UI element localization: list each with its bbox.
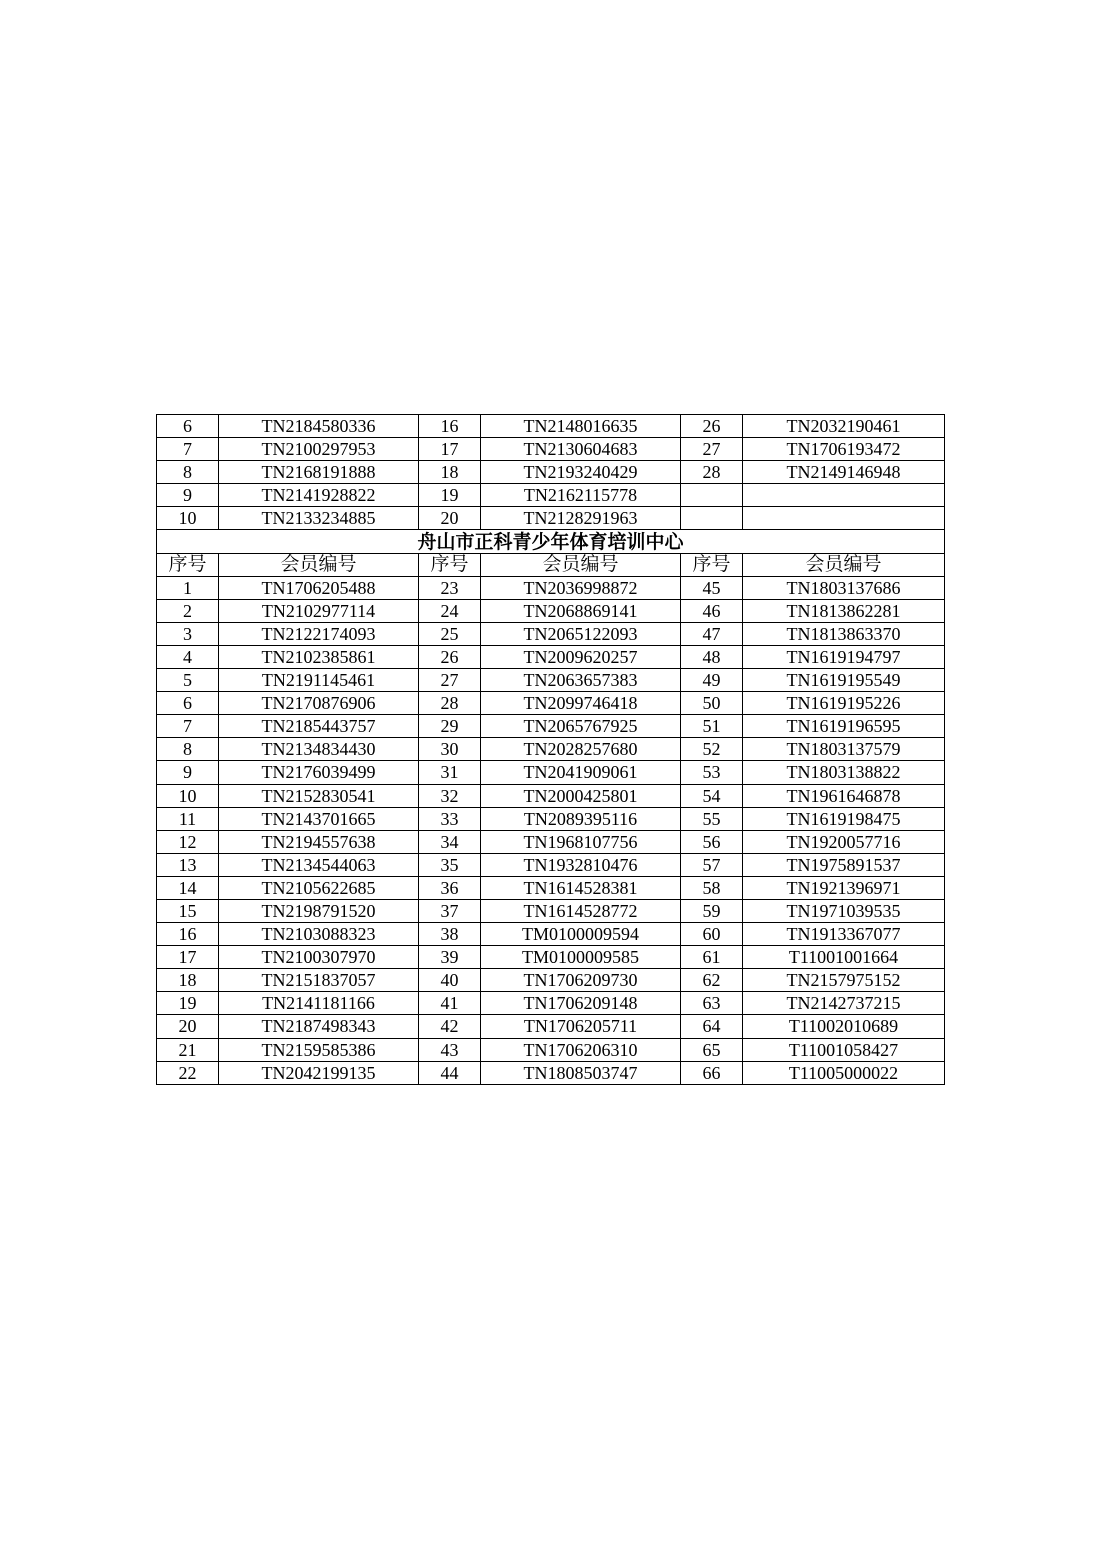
cell-serial-no: 6 <box>157 692 219 715</box>
cell-member-id: TN2130604683 <box>481 438 681 461</box>
cell-member-id: TN1706193472 <box>743 438 945 461</box>
cell-member-id: TN2141928822 <box>219 484 419 507</box>
cell-serial-no: 35 <box>419 853 481 876</box>
cell-serial-no: 5 <box>157 669 219 692</box>
cell-member-id: TN2134544063 <box>219 853 419 876</box>
cell-serial-no: 26 <box>681 415 743 438</box>
cell-serial-no: 40 <box>419 969 481 992</box>
cell-member-id: TN2148016635 <box>481 415 681 438</box>
cell-serial-no: 10 <box>157 507 219 530</box>
cell-serial-no: 8 <box>157 738 219 761</box>
table-row <box>157 923 945 946</box>
cell-member-id: TN2157975152 <box>743 969 945 992</box>
cell-member-id: TN1813862281 <box>743 599 945 622</box>
cell-member-id: TN2194557638 <box>219 830 419 853</box>
cell-member-id: TM0100009585 <box>481 946 681 969</box>
cell-member-id: T11002010689 <box>743 1015 945 1038</box>
table-row <box>157 761 945 784</box>
cell-serial-no: 62 <box>681 969 743 992</box>
cell-member-id: TN2133234885 <box>219 507 419 530</box>
cell-serial-no: 20 <box>419 507 481 530</box>
cell-serial-no: 17 <box>157 946 219 969</box>
cell-member-id: TN1932810476 <box>481 853 681 876</box>
cell-member-id: TN2028257680 <box>481 738 681 761</box>
cell-serial-no: 36 <box>419 876 481 899</box>
cell-serial-no: 18 <box>157 969 219 992</box>
cell-serial-no: 1 <box>157 576 219 599</box>
cell-member-id: TN2032190461 <box>743 415 945 438</box>
cell-serial-no: 20 <box>157 1015 219 1038</box>
cell-serial-no: 3 <box>157 622 219 645</box>
cell-serial-no: 44 <box>419 1061 481 1084</box>
cell-member-id: TN2122174093 <box>219 622 419 645</box>
cell-member-id: TN2151837057 <box>219 969 419 992</box>
cell-member-id: TN2152830541 <box>219 784 419 807</box>
cell-serial-no: 19 <box>157 992 219 1015</box>
cell-member-id: TN2176039499 <box>219 761 419 784</box>
cell-member-id: TN2063657383 <box>481 669 681 692</box>
table-row <box>157 669 945 692</box>
cell-serial-no: 17 <box>419 438 481 461</box>
cell-serial-no: 21 <box>157 1038 219 1061</box>
table-row <box>157 784 945 807</box>
cell-member-id: TN2184580336 <box>219 415 419 438</box>
cell-member-id: TN2009620257 <box>481 645 681 668</box>
cell-member-id: TN2159585386 <box>219 1038 419 1061</box>
cell-serial-no: 49 <box>681 669 743 692</box>
cell-serial-no: 9 <box>157 761 219 784</box>
cell-member-id: TN2065767925 <box>481 715 681 738</box>
table-row <box>157 1061 945 1084</box>
cell-member-id: TN2100307970 <box>219 946 419 969</box>
cell-serial-no: 38 <box>419 923 481 946</box>
cell-serial-no: 53 <box>681 761 743 784</box>
cell-member-id: TN1803138822 <box>743 761 945 784</box>
table-row <box>157 484 945 507</box>
cell-serial-no: 55 <box>681 807 743 830</box>
section-title: 舟山市正科青少年体育培训中心 <box>157 530 945 553</box>
cell-serial-no: 34 <box>419 830 481 853</box>
cell-member-id <box>743 507 945 530</box>
table-row <box>157 899 945 922</box>
cell-serial-no: 7 <box>157 715 219 738</box>
cell-member-id: TN1619195549 <box>743 669 945 692</box>
cell-member-id: TN2105622685 <box>219 876 419 899</box>
cell-member-id: TM0100009594 <box>481 923 681 946</box>
cell-serial-no: 15 <box>157 899 219 922</box>
cell-serial-no: 46 <box>681 599 743 622</box>
header-member-id: 会员编号 <box>219 553 419 576</box>
cell-serial-no: 37 <box>419 899 481 922</box>
cell-serial-no: 39 <box>419 946 481 969</box>
cell-serial-no: 16 <box>419 415 481 438</box>
table-row <box>157 1038 945 1061</box>
column-header-row <box>157 553 945 576</box>
cell-serial-no: 8 <box>157 461 219 484</box>
cell-serial-no: 65 <box>681 1038 743 1061</box>
cell-member-id: TN2065122093 <box>481 622 681 645</box>
cell-member-id: TN2068869141 <box>481 599 681 622</box>
cell-serial-no: 63 <box>681 992 743 1015</box>
cell-serial-no: 66 <box>681 1061 743 1084</box>
cell-member-id: TN2185443757 <box>219 715 419 738</box>
cell-member-id: TN1968107756 <box>481 830 681 853</box>
cell-serial-no: 52 <box>681 738 743 761</box>
table-row <box>157 415 945 438</box>
section-title-row <box>157 530 945 553</box>
cell-serial-no: 29 <box>419 715 481 738</box>
cell-member-id: TN2036998872 <box>481 576 681 599</box>
cell-member-id: TN1920057716 <box>743 830 945 853</box>
cell-serial-no: 24 <box>419 599 481 622</box>
header-no: 序号 <box>681 553 743 576</box>
cell-serial-no: 26 <box>419 645 481 668</box>
cell-serial-no: 61 <box>681 946 743 969</box>
table-row <box>157 807 945 830</box>
cell-member-id: TN2187498343 <box>219 1015 419 1038</box>
cell-member-id: TN2103088323 <box>219 923 419 946</box>
table-row <box>157 507 945 530</box>
cell-member-id: T11005000022 <box>743 1061 945 1084</box>
cell-serial-no: 10 <box>157 784 219 807</box>
cell-serial-no: 2 <box>157 599 219 622</box>
cell-member-id: TN1619196595 <box>743 715 945 738</box>
cell-member-id: TN2191145461 <box>219 669 419 692</box>
cell-member-id: TN2193240429 <box>481 461 681 484</box>
cell-serial-no: 56 <box>681 830 743 853</box>
cell-member-id: TN2128291963 <box>481 507 681 530</box>
table-row <box>157 969 945 992</box>
cell-serial-no: 32 <box>419 784 481 807</box>
cell-serial-no: 45 <box>681 576 743 599</box>
cell-member-id: TN1706205711 <box>481 1015 681 1038</box>
cell-member-id: TN2102385861 <box>219 645 419 668</box>
table-row <box>157 461 945 484</box>
cell-member-id: TN2141181166 <box>219 992 419 1015</box>
cell-member-id: TN2142737215 <box>743 992 945 1015</box>
header-member-id: 会员编号 <box>481 553 681 576</box>
cell-serial-no: 27 <box>681 438 743 461</box>
cell-serial-no: 9 <box>157 484 219 507</box>
cell-serial-no: 43 <box>419 1038 481 1061</box>
cell-member-id: TN2041909061 <box>481 761 681 784</box>
cell-serial-no: 16 <box>157 923 219 946</box>
cell-member-id: TN2170876906 <box>219 692 419 715</box>
cell-serial-no: 19 <box>419 484 481 507</box>
table-row <box>157 438 945 461</box>
cell-member-id: TN1619195226 <box>743 692 945 715</box>
cell-serial-no: 58 <box>681 876 743 899</box>
cell-member-id: TN1706209730 <box>481 969 681 992</box>
cell-serial-no: 64 <box>681 1015 743 1038</box>
table-row <box>157 576 945 599</box>
cell-member-id: TN2100297953 <box>219 438 419 461</box>
table-row <box>157 992 945 1015</box>
header-no: 序号 <box>157 553 219 576</box>
cell-member-id: TN1803137579 <box>743 738 945 761</box>
cell-serial-no: 23 <box>419 576 481 599</box>
cell-member-id: TN2089395116 <box>481 807 681 830</box>
cell-serial-no: 57 <box>681 853 743 876</box>
table-row <box>157 599 945 622</box>
cell-serial-no: 54 <box>681 784 743 807</box>
cell-member-id: TN1971039535 <box>743 899 945 922</box>
cell-serial-no: 18 <box>419 461 481 484</box>
table-row <box>157 645 945 668</box>
cell-serial-no: 25 <box>419 622 481 645</box>
cell-serial-no: 28 <box>681 461 743 484</box>
cell-serial-no: 13 <box>157 853 219 876</box>
cell-serial-no <box>681 484 743 507</box>
table-row <box>157 830 945 853</box>
cell-serial-no: 6 <box>157 415 219 438</box>
table-row <box>157 1015 945 1038</box>
cell-member-id <box>743 484 945 507</box>
cell-member-id: TN1961646878 <box>743 784 945 807</box>
cell-member-id: TN1614528381 <box>481 876 681 899</box>
cell-member-id: TN1619194797 <box>743 645 945 668</box>
table-row <box>157 876 945 899</box>
cell-serial-no <box>681 507 743 530</box>
cell-serial-no: 28 <box>419 692 481 715</box>
cell-member-id: TN1706209148 <box>481 992 681 1015</box>
cell-member-id: TN1921396971 <box>743 876 945 899</box>
member-table <box>156 414 945 1085</box>
cell-serial-no: 31 <box>419 761 481 784</box>
cell-member-id: TN1706205488 <box>219 576 419 599</box>
cell-member-id: TN1614528772 <box>481 899 681 922</box>
cell-serial-no: 22 <box>157 1061 219 1084</box>
cell-serial-no: 41 <box>419 992 481 1015</box>
cell-serial-no: 51 <box>681 715 743 738</box>
cell-serial-no: 7 <box>157 438 219 461</box>
cell-serial-no: 33 <box>419 807 481 830</box>
cell-member-id: TN2134834430 <box>219 738 419 761</box>
cell-serial-no: 47 <box>681 622 743 645</box>
table-row <box>157 853 945 876</box>
cell-serial-no: 12 <box>157 830 219 853</box>
cell-member-id: T11001058427 <box>743 1038 945 1061</box>
cell-serial-no: 30 <box>419 738 481 761</box>
cell-serial-no: 50 <box>681 692 743 715</box>
cell-serial-no: 4 <box>157 645 219 668</box>
cell-member-id: TN2198791520 <box>219 899 419 922</box>
cell-serial-no: 42 <box>419 1015 481 1038</box>
cell-member-id: TN1913367077 <box>743 923 945 946</box>
member-table-body <box>157 415 945 1085</box>
cell-serial-no: 60 <box>681 923 743 946</box>
cell-serial-no: 27 <box>419 669 481 692</box>
cell-member-id: T11001001664 <box>743 946 945 969</box>
cell-member-id: TN1808503747 <box>481 1061 681 1084</box>
cell-member-id: TN2168191888 <box>219 461 419 484</box>
table-row <box>157 622 945 645</box>
table-row <box>157 946 945 969</box>
table-row <box>157 692 945 715</box>
cell-serial-no: 48 <box>681 645 743 668</box>
table-row <box>157 715 945 738</box>
cell-member-id: TN2099746418 <box>481 692 681 715</box>
cell-member-id: TN1975891537 <box>743 853 945 876</box>
cell-member-id: TN2000425801 <box>481 784 681 807</box>
cell-serial-no: 59 <box>681 899 743 922</box>
cell-serial-no: 14 <box>157 876 219 899</box>
cell-member-id: TN2149146948 <box>743 461 945 484</box>
cell-member-id: TN2143701665 <box>219 807 419 830</box>
table-row <box>157 738 945 761</box>
cell-member-id: TN2162115778 <box>481 484 681 507</box>
cell-member-id: TN2102977114 <box>219 599 419 622</box>
cell-member-id: TN1803137686 <box>743 576 945 599</box>
header-member-id: 会员编号 <box>743 553 945 576</box>
cell-member-id: TN1706206310 <box>481 1038 681 1061</box>
cell-member-id: TN1619198475 <box>743 807 945 830</box>
cell-member-id: TN2042199135 <box>219 1061 419 1084</box>
header-no: 序号 <box>419 553 481 576</box>
cell-member-id: TN1813863370 <box>743 622 945 645</box>
cell-serial-no: 11 <box>157 807 219 830</box>
